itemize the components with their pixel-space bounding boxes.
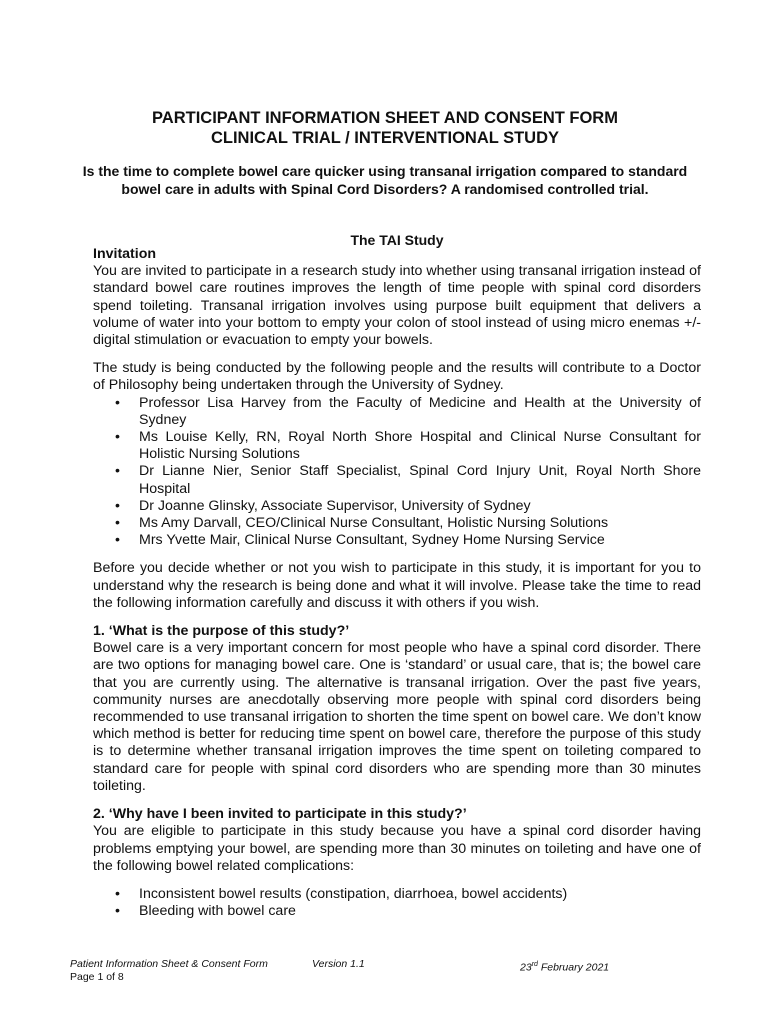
section-1-heading: 1. ‘What is the purpose of this study?’ — [93, 623, 350, 640]
invitation-paragraph-1: You are invited to participate in a research study into whether using transanal irrigation instead of standard bowel care routines improves the length of time people with spinal cord disorders spend toileting. Transanal irrigation involves using purpose built equipment that delivers a volume of water into your bottom to empty your colon of stool instead of using micro enemas +/- digital stimulation or evacuation to empty your bowels. — [93, 263, 701, 349]
study-name: The TAI Study — [350, 232, 444, 248]
section-2-body: You are eligible to participate in this study because you have a spinal cord disorder having problems emptying your bowel, are spending more than 30 minutes on toileting and have one of the following bowel related complications: — [93, 823, 701, 874]
bullet-icon: • — [115, 885, 120, 902]
list-item: • Mrs Yvette Mair, Clinical Nurse Consultant, Sydney Home Nursing Service — [115, 532, 605, 549]
bullet-icon: • — [115, 394, 120, 411]
footer-version: Version 1.1 — [312, 958, 365, 970]
document-title — [60, 108, 710, 148]
section-1-body: Bowel care is a very important concern for most people who have a spinal cord disorder. There are two options for managing bowel care. One is ‘standard’ or usual care, that is; the bowel care that you are currently using. The alternative is transanal irrigation. Over the past five years, community nurses are anecdotally observing more people with spinal cord disorders being recommended to use transanal irrigation to shorten the time spent on bowel care. We don’t know which method is better for reducing time spent on bowel care, therefore the purpose of this study is to determine whether transanal irrigation improves the time spent on toileting compared to standard care for people with spinal cord disorders who are spending more than 30 minutes toileting. — [93, 640, 701, 794]
title-line-1: PARTICIPANT INFORMATION SHEET AND CONSENT FORM — [152, 109, 618, 127]
invitation-heading: Invitation — [93, 246, 157, 262]
study-question: Is the time to complete bowel care quicker using transanal irrigation compared to standard bowel care in adults with Spinal Cord Disorders? A randomised controlled trial. — [82, 163, 688, 197]
list-item: • Dr Lianne Nier, Senior Staff Specialist, Spinal Cord Injury Unit, Royal North Shore Hospital — [115, 463, 701, 497]
footer-date: 23rd February 2021 — [520, 961, 610, 974]
researcher-list — [93, 395, 701, 550]
title-line-2: CLINICAL TRIAL / INTERVENTIONAL STUDY — [210, 129, 560, 147]
list-item: • Bleeding with bowel care — [115, 903, 296, 920]
complication-list — [93, 886, 701, 920]
list-item: • Ms Amy Darvall, CEO/Clinical Nurse Consultant, Holistic Nursing Solutions — [115, 515, 609, 532]
bullet-icon: • — [115, 532, 120, 549]
invitation-paragraph-2: The study is being conducted by the following people and the results will contribute to a Doctor of Philosophy being undertaken through the University of Sydney. — [93, 360, 701, 394]
footer-page-number: Page 1 of 8 — [70, 971, 124, 983]
list-item: • Ms Louise Kelly, RN, Royal North Shore Hospital and Clinical Nurse Consultant for Holistic Nursing Solutions — [115, 429, 701, 463]
footer-document-name: Patient Information Sheet & Consent Form — [70, 958, 268, 970]
bullet-icon: • — [115, 497, 120, 514]
list-item: • Dr Joanne Glinsky, Associate Supervisor, University of Sydney — [115, 497, 531, 514]
list-item: • Professor Lisa Harvey from the Faculty of Medicine and Health at the University of Sydney — [115, 394, 701, 428]
bullet-icon: • — [115, 515, 120, 532]
bullet-icon: • — [115, 463, 120, 480]
bullet-icon: • — [115, 903, 120, 920]
section-2-heading: 2. ‘Why have I been invited to participate in this study?’ — [93, 806, 467, 823]
bullet-icon: • — [115, 429, 120, 446]
document-body — [93, 246, 701, 920]
invitation-paragraph-3: Before you decide whether or not you wish to participate in this study, it is important for you to understand why the research is being done and what it will involve. Please take the time to read the following information carefully and discuss it with others if you wish. — [93, 560, 701, 611]
list-item: • Inconsistent bowel results (constipation, diarrhoea, bowel accidents) — [115, 885, 568, 902]
